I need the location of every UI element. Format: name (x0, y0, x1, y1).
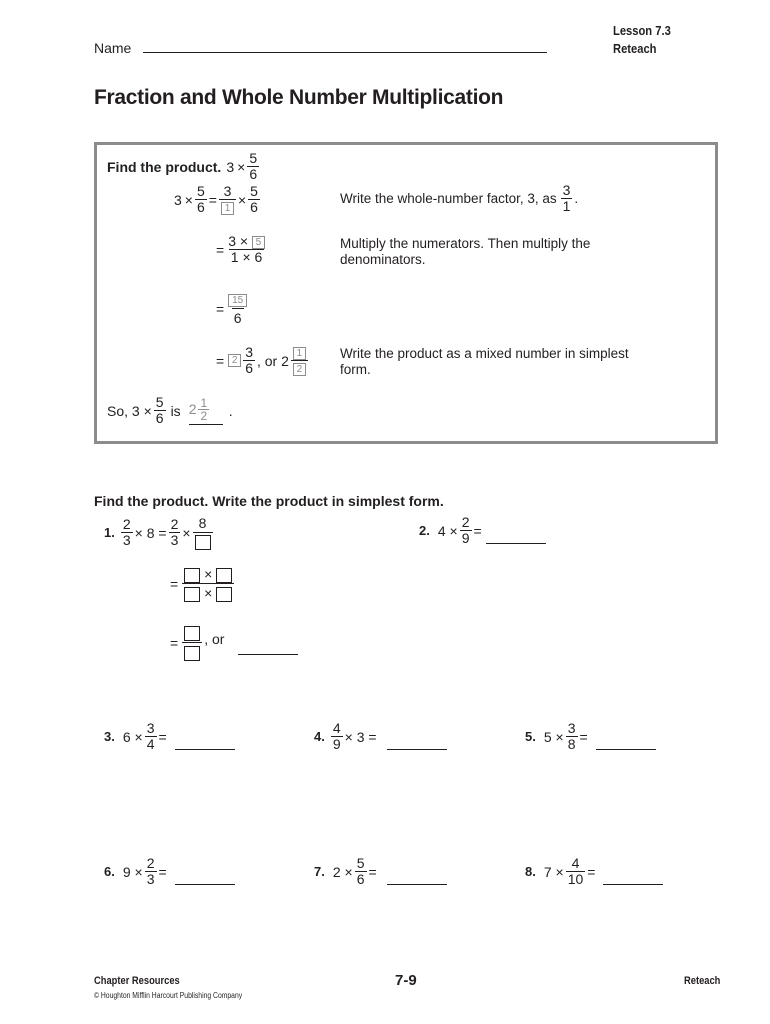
input-box[interactable] (216, 587, 232, 602)
answer-box: 2 (228, 354, 241, 367)
problem-4: 4. $\frac{4}{9}$ × 3 = (314, 721, 447, 752)
problem-7: 7. 2 × $\frac{5}{6}$ = (314, 856, 447, 887)
input-box[interactable] (216, 568, 232, 583)
answer-blank[interactable] (238, 638, 298, 655)
lesson-number: Lesson 7.3 (613, 23, 671, 38)
problem-6: 6. 9 × $\frac{2}{3}$ = (104, 856, 235, 887)
problem-1-step-3: = , or (170, 623, 298, 662)
fraction: $\frac{5}{6}$ (249, 150, 258, 182)
example-step-1: 3 × $\frac{5}{6}$ = $\frac{3}{1}$ × $\frac{5}{6}$ (174, 183, 258, 215)
footer-reteach: Reteach (684, 975, 721, 987)
input-box[interactable] (184, 568, 200, 583)
input-box[interactable] (184, 646, 200, 661)
answer-blank[interactable] (486, 517, 546, 544)
example-step-3: = $\frac{15}{6}$ (216, 290, 251, 327)
page-number: 7-9 (395, 972, 417, 989)
name-field[interactable] (143, 52, 547, 53)
name-label: Name (94, 40, 132, 56)
problem-3: 3. 6 × $\frac{3}{4}$ = (104, 721, 235, 752)
problem-1-step-2: = $\frac{\times}{\times}$ (170, 565, 236, 602)
lesson-type: Reteach (613, 41, 657, 56)
step-1-note: Write the whole-number factor, 3, as $\frac{3}{1}$ . (340, 182, 579, 214)
footer-copyright: © Houghton Mifflin Harcourt Publishing Company (94, 991, 243, 1000)
step-4-note: Write the product as a mixed number in simplest form. (340, 346, 629, 377)
answer-box: 1 (293, 347, 306, 360)
practice-instruction: Find the product. Write the product in simplest form. (94, 493, 444, 509)
conclusion-answer: 2 $\frac{1}{2}$ (189, 397, 223, 425)
answer-blank[interactable] (596, 723, 656, 750)
problem-2: 2. 4 × $\frac{2}{9}$ = (419, 515, 546, 546)
answer-box: 2 (293, 363, 306, 376)
problem-5: 5. 5 × $\frac{3}{8}$ = (525, 721, 656, 752)
example-instruction: Find the product. 3 × $\frac{5}{6}$ (107, 150, 258, 182)
example-conclusion: So, 3 × $\frac{5}{6}$ is 2 $\frac{1}{2}$ . (107, 394, 233, 426)
page-title: Fraction and Whole Number Multiplication (94, 86, 504, 109)
answer-blank[interactable] (387, 858, 447, 885)
answer-blank[interactable] (603, 858, 663, 885)
answer-box: 1 (221, 202, 234, 215)
answer-blank[interactable] (175, 858, 235, 885)
input-box[interactable] (184, 626, 200, 641)
input-box[interactable] (195, 535, 211, 550)
input-box[interactable] (184, 587, 200, 602)
step-2-note: Multiply the numerators. Then multiply the denominators. (340, 236, 591, 267)
problem-1: 1. $\frac{2}{3}$ × 8 = $\frac{2}{3}$ × 8 (104, 515, 215, 550)
problem-8: 8. 7 × $\frac{4}{10}$ = (525, 856, 663, 887)
answer-blank[interactable] (175, 723, 235, 750)
lesson-header (613, 22, 671, 58)
example-step-2: = $\frac{3 \times 5}{1 \times 6}$ (216, 234, 269, 265)
footer-chapter-resources: Chapter Resources (94, 975, 180, 987)
answer-blank[interactable] (387, 723, 447, 750)
answer-box: 5 (252, 236, 265, 249)
example-step-4: = 2 $\frac{3}{6}$ , or 2 $\frac{1}{2}$ (216, 345, 310, 376)
answer-box: 15 (228, 294, 247, 307)
